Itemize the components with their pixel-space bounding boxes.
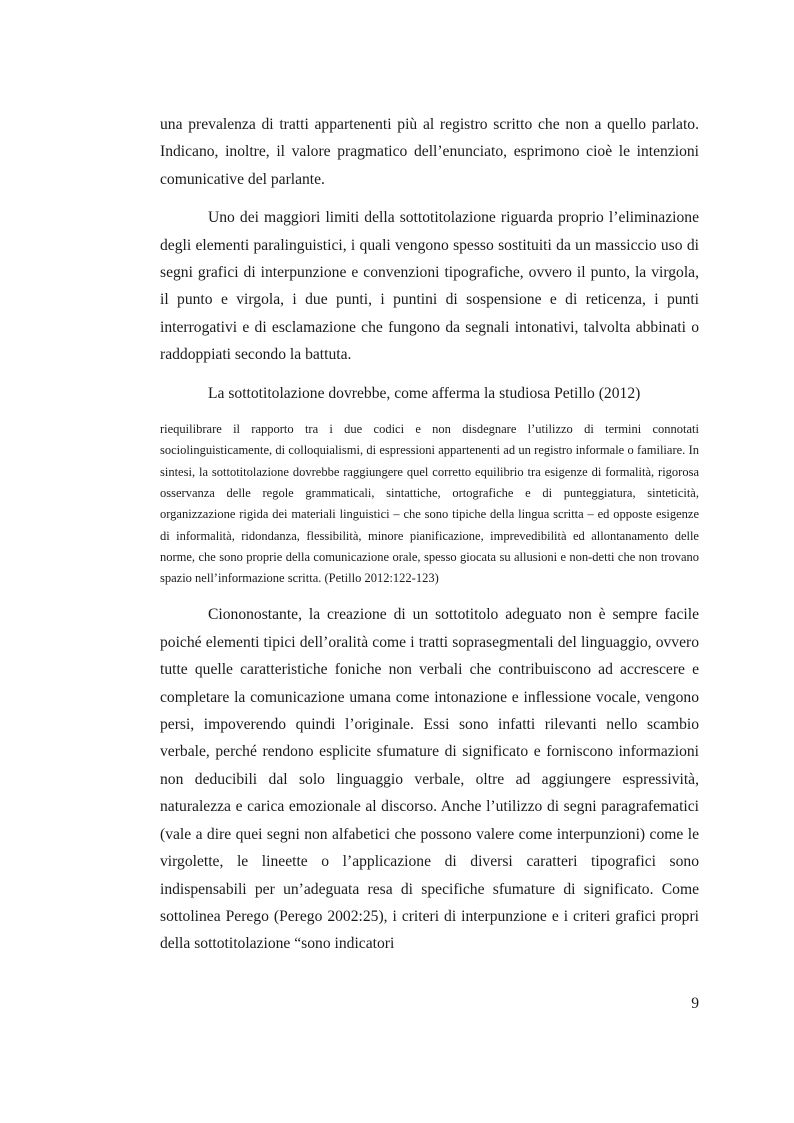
paragraph-suprasegmental: Ciononostante, la creazione di un sottotitolo adeguato non è sempre facile poiché elementi tipici dell’oralità come i tratti soprasegmentali del linguaggio, ovvero tutte quelle caratteristiche foniche non verbali che contribuiscono ad accrescere e completare la comunicazione umana come intonazione e inflessione vocale, vengono persi, impoverendo quindi l’originale. Essi sono infatti rilevanti nello scambio verbale, perché rendono esplicite sfumature di significato e forniscono informazioni non deducibili dal solo linguaggio verbale, oltre ad aggiungere espressività, naturalezza e carica emozionale al discorso. Anche l’utilizzo di segni paragrafematici (vale a dire quei segni non alfabetici che possono valere come interpunzioni) come le virgolette, le lineette o l’applicazione di diversi caratteri tipografici sono indispensabili per un’adeguata resa di specifiche sfumature di significato. Come sottolinea Perego (Perego 2002:25), i criteri di interpunzione e i criteri grafici propri della sottotitolazione “sono indicatori bbox=[160, 606, 699, 953]
paragraph-paralinguistic-limits: Uno dei maggiori limiti della sottotitolazione riguarda proprio l’eliminazione degli elementi paralinguistici, i quali vengono spesso sostituiti da un massiccio uso di segni grafici di interpunzione e convenzioni tipografiche, ovvero il punto, la virgola, il punto e virgola, i due punti, i puntini di sospensione e di reticenza, i punti interrogativi e di esclamazione che fungono da segnali intonativi, talvolta abbinati o raddoppiati secondo la battuta. bbox=[160, 209, 699, 364]
document-page bbox=[160, 111, 699, 958]
page-number: 9 bbox=[691, 995, 699, 1012]
block-quote-petillo: riequilibrare il rapporto tra i due codici e non disdegnare l’utilizzo di termini connotati sociolinguisticamente, di colloquialismi, di espressioni appartenenti ad un registro informale o familiare. In sintesi, la sottotitolazione dovrebbe raggiungere quel corretto equilibrio tra esigenze di formalità, rigorosa osservanza delle regole grammaticali, sintattiche, ortografiche e di punteggiatura, sinteticità, organizzazione rigida dei materiali linguistici – che sono tipiche della lingua scritta – ed opposte esigenze di informalità, ridondanza, flessibilità, minore pianificazione, imprevedibilità ed allontanamento delle norme, che sono proprie della comunicazione orale, spesso giocata su allusioni e non-detti che non trovano spazio nell’informazione scritta. (Petillo 2012:122-123) bbox=[160, 422, 699, 586]
paragraph-continuation: una prevalenza di tratti appartenenti più al registro scritto che non a quello parlato. Indicano, inoltre, il valore pragmatico dell’enunciato, esprimono cioè le intenzioni comunicative del parlante. bbox=[160, 116, 699, 188]
paragraph-quote-intro: La sottotitolazione dovrebbe, come afferma la studiosa Petillo (2012) bbox=[208, 384, 641, 402]
